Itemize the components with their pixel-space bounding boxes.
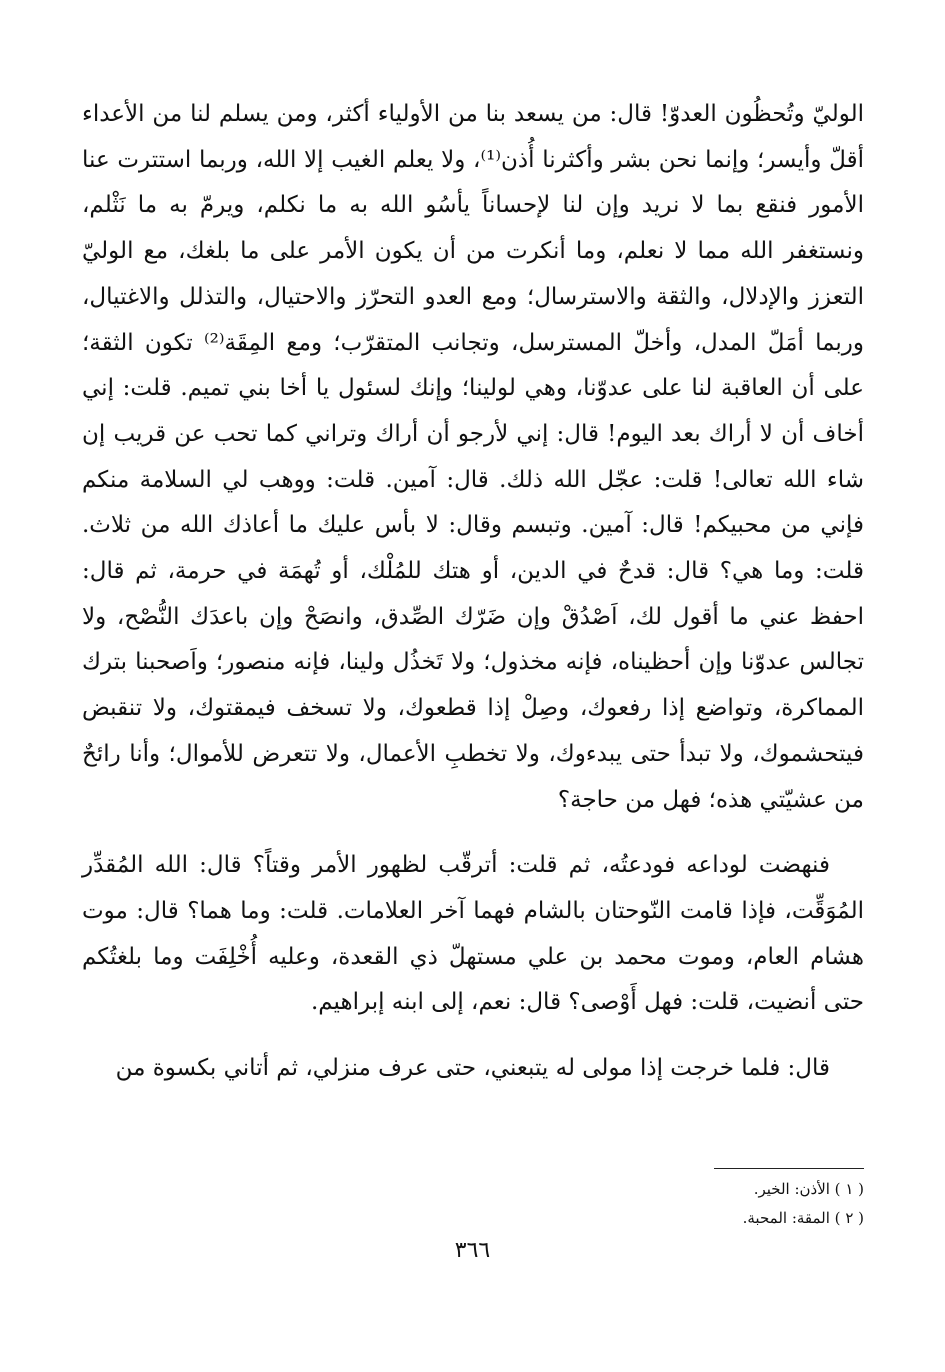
footnote-2: ( ٢ ) المقة: المحبة. [742,1209,864,1227]
footnote-1: ( ١ ) الأذن: الخير. [753,1180,864,1198]
page-number: ٣٦٦ [454,1238,491,1263]
paragraph-1: الوليّ وتُحظُون العدوّ! قال: من يسعد بنا من الأولياء أكثر، ومن يسلم لنا من الأعداء أقلّ وأيسر؛ وإنما نحن بشر وأكثرنا أُذن⁽¹⁾، ولا يعلم الغيب إلا الله، وربما استترت عنا الأمور فنقع بما لا نريد وإن لنا لإحساناً يأسُو الله به ما نكلم، ويرمّ به ما نَثْلم، ونستغفر الله مما لا نعلم، وما أنكرت من أن يكون الأمر على ما بلغك، مع الوليّ التعزز والإدلال، والثقة والاسترسال؛ ومع العدو التحرّز والاحتيال، والتذلل والاغتيال، وربما أمَلّ المدل، وأخلّ المسترسل، وتجانب المتقرّب؛ ومع المِقَة⁽²⁾ تكون الثقة؛ على أن العاقبة لنا على عدوّنا، وهي لولينا؛ وإنك لسئول يا أخا بني تميم. قلت: إني أخاف أن لا أراك بعد اليوم! قال: إني لأرجو أن أراك وتراني كما تحب عن قريب إن شاء الله تعالى! قلت: عجّل الله ذلك. قال: آمين. قلت: ووهب لي السلامة منكم فإني من محبيكم! قال: آمين. وتبسم وقال: لا بأس عليك ما أعاذك الله من ثلاث. قلت: وما هي؟ قال: قدحٌ في الدين، أو هتك للمُلْك، أو تُهمَة في حرمة، ثم قال: احفظ عني ما أقول لك، اَصْدُقْ وإن ضَرّك الصِّدق، وانصَحْ وإن باعدَك النُّصْح، ولا تجالس عدوّنا وإن أحظيناه، فإنه مخذول؛ ولا تَخذُل ولينا، فإنه منصور؛ واَصحبنا بترك المماكرة، وتواضع إذا رفعوك، وصِلْ إذا قطعوك، ولا تسخف فيمقتوك، ولا تنقبض فيتحشموك، ولا تبدأ حتى يبدءوك، ولا تخطبِ الأعمال، ولا تتعرض للأموال؛ وأنا رائحٌ من عشيّتي هذه؛ فهل من حاجة؟ [82,101,864,813]
footnotes [82,1168,864,1233]
paragraph-3: قال: فلما خرجت إذا مولى له يتبعني، حتى عرف منزلي، ثم أتاني بكسوة من [115,1055,830,1082]
footnote-divider [714,1168,864,1169]
main-text [82,92,864,1092]
paragraph-2: فنهضت لوداعه فودعتُه، ثم قلت: أترقّب لظهور الأمر وقتاً؟ قال: الله المُقدِّر المُوَقِّت، فإذا قامت النّوحتان بالشام فهما آخر العلامات. قلت: وما هما؟ قال: موت هشام العام، وموت محمد بن علي مستهلّ ذي القعدة، وعليه أُخْلِفَت وما بلغتُكم حتى أنضيت، قلت: فهل أَوْصى؟ قال: نعم، إلى ابنه إبراهيم. [82,852,864,1016]
